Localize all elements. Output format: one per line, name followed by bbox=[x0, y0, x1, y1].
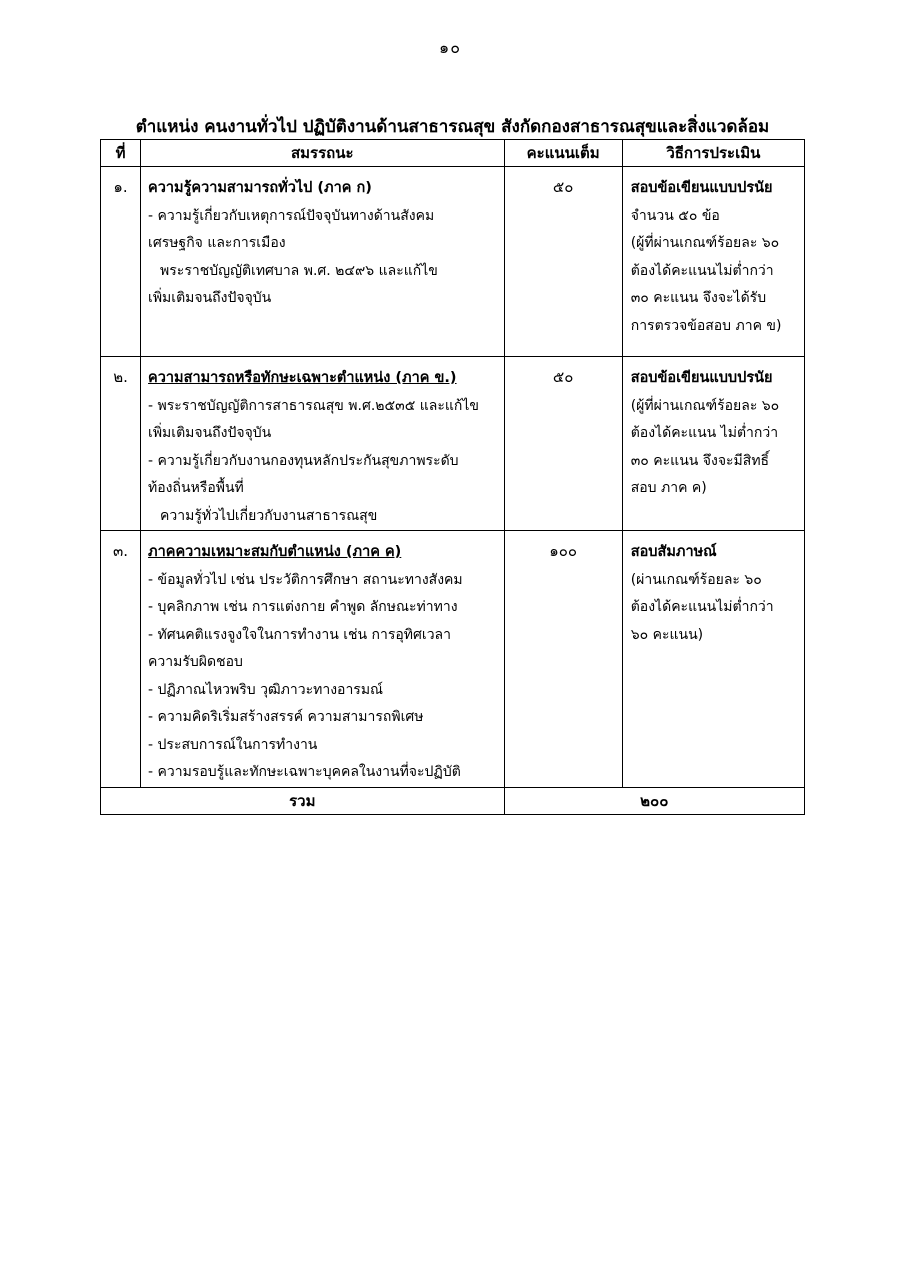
method-line: จำนวน ๕๐ ข้อ bbox=[630, 207, 720, 224]
method-cell bbox=[622, 531, 804, 788]
method-line: ต้องได้คะแนนไม่ต่ำกว่า bbox=[630, 599, 774, 615]
competency-item: - ความรู้เกี่ยวกับงานกองทุนหลักประกันสุขภาพระดับ bbox=[148, 452, 459, 469]
header-full-score: คะแนนเต็ม bbox=[504, 140, 622, 167]
table-row bbox=[101, 167, 805, 357]
competency-item: - ทัศนคติแรงจูงใจในการทำงาน เช่น การอุทิศเวลา bbox=[148, 626, 451, 643]
row-number: ๓. bbox=[101, 531, 141, 788]
table-header-row bbox=[101, 140, 805, 167]
row-number: ๒. bbox=[101, 357, 141, 531]
competency-item: ท้องถิ่นหรือพื้นที่ bbox=[148, 480, 244, 496]
method-line: สอบ ภาค ค) bbox=[630, 480, 707, 496]
method-cell bbox=[622, 167, 804, 357]
method-line: (ผ่านเกณฑ์ร้อยละ ๖๐ bbox=[630, 571, 762, 588]
full-score-cell: ๑๐๐ bbox=[504, 531, 622, 788]
competency-item: - บุคลิกภาพ เช่น การแต่งกาย คำพูด ลักษณะท่าทาง bbox=[148, 599, 458, 615]
total-label: รวม bbox=[101, 787, 505, 814]
competency-item: - ประสบการณ์ในการทำงาน bbox=[148, 736, 318, 753]
competency-cell bbox=[141, 357, 505, 531]
competency-heading: ความสามารถหรือทักษะเฉพาะตำแหน่ง (ภาค ข.) bbox=[148, 370, 457, 386]
method-title: สอบข้อเขียนแบบปรนัย bbox=[630, 180, 773, 196]
competency-item: เศรษฐกิจ และการเมือง bbox=[148, 235, 286, 251]
method-line: ๓๐ คะแนน จึงจะมีสิทธิ์ bbox=[630, 452, 770, 469]
total-score: ๒๐๐ bbox=[504, 787, 804, 814]
page-number: ๑๐ bbox=[439, 38, 461, 57]
competency-table bbox=[100, 139, 805, 815]
total-row bbox=[101, 787, 805, 814]
full-score-cell: ๕๐ bbox=[504, 357, 622, 531]
method-title: สอบสัมภาษณ์ bbox=[630, 544, 717, 560]
competency-item: ความรับผิดชอบ bbox=[148, 654, 243, 670]
competency-item: เพิ่มเติมจนถึงปัจจุบัน bbox=[148, 290, 272, 306]
method-line: ต้องได้คะแนน ไม่ต่ำกว่า bbox=[630, 425, 779, 441]
competency-item: - ข้อมูลทั่วไป เช่น ประวัติการศึกษา สถานะทางสังคม bbox=[148, 571, 463, 588]
header-no: ที่ bbox=[101, 140, 141, 167]
table-row bbox=[101, 531, 805, 788]
competency-item: ความรู้ทั่วไปเกี่ยวกับงานสาธารณสุข bbox=[160, 507, 378, 524]
method-line: (ผู้ที่ผ่านเกณฑ์ร้อยละ ๖๐ bbox=[630, 397, 780, 414]
method-line: ๓๐ คะแนน จึงจะได้รับ bbox=[630, 290, 767, 306]
header-competency: สมรรถนะ bbox=[141, 140, 505, 167]
competency-cell bbox=[141, 167, 505, 357]
competency-item: พระราชบัญญัติเทศบาล พ.ศ. ๒๔๙๖ และแก้ไข bbox=[160, 262, 438, 279]
competency-item: - ปฏิภาณไหวพริบ วุฒิภาวะทางอารมณ์ bbox=[148, 681, 384, 698]
competency-heading: ภาคความเหมาะสมกับตำแหน่ง (ภาค ค) bbox=[148, 544, 402, 560]
competency-heading: ความรู้ความสามารถทั่วไป (ภาค ก) bbox=[148, 180, 372, 196]
competency-item: - พระราชบัญญัติการสาธารณสุข พ.ศ.๒๕๓๕ และแก้ไข bbox=[148, 397, 479, 414]
competency-item: - ความรู้เกี่ยวกับเหตุการณ์ปัจจุบันทางด้านสังคม bbox=[148, 207, 435, 224]
method-line: (ผู้ที่ผ่านเกณฑ์ร้อยละ ๖๐ bbox=[630, 235, 780, 251]
competency-item: - ความรอบรู้และทักษะเฉพาะบุคคลในงานที่จะปฏิบัติ bbox=[148, 764, 461, 780]
row-number: ๑. bbox=[101, 167, 141, 357]
method-cell bbox=[622, 357, 804, 531]
competency-item: เพิ่มเติมจนถึงปัจจุบัน bbox=[148, 425, 272, 441]
header-method: วิธีการประเมิน bbox=[622, 140, 804, 167]
document-title: ตำแหน่ง คนงานทั่วไป ปฏิบัติงานด้านสาธารณสุข สังกัดกองสาธารณสุขและสิ่งแวดล้อม bbox=[135, 117, 770, 137]
method-line: การตรวจข้อสอบ ภาค ข) bbox=[630, 317, 782, 334]
method-line: ๖๐ คะแนน) bbox=[630, 626, 704, 643]
competency-cell bbox=[141, 531, 505, 788]
method-line: ต้องได้คะแนนไม่ต่ำกว่า bbox=[630, 262, 774, 279]
full-score-cell: ๕๐ bbox=[504, 167, 622, 357]
competency-item: - ความคิดริเริ่มสร้างสรรค์ ความสามารถพิเศษ bbox=[148, 709, 424, 725]
table-row bbox=[101, 357, 805, 531]
method-title: สอบข้อเขียนแบบปรนัย bbox=[630, 370, 773, 386]
